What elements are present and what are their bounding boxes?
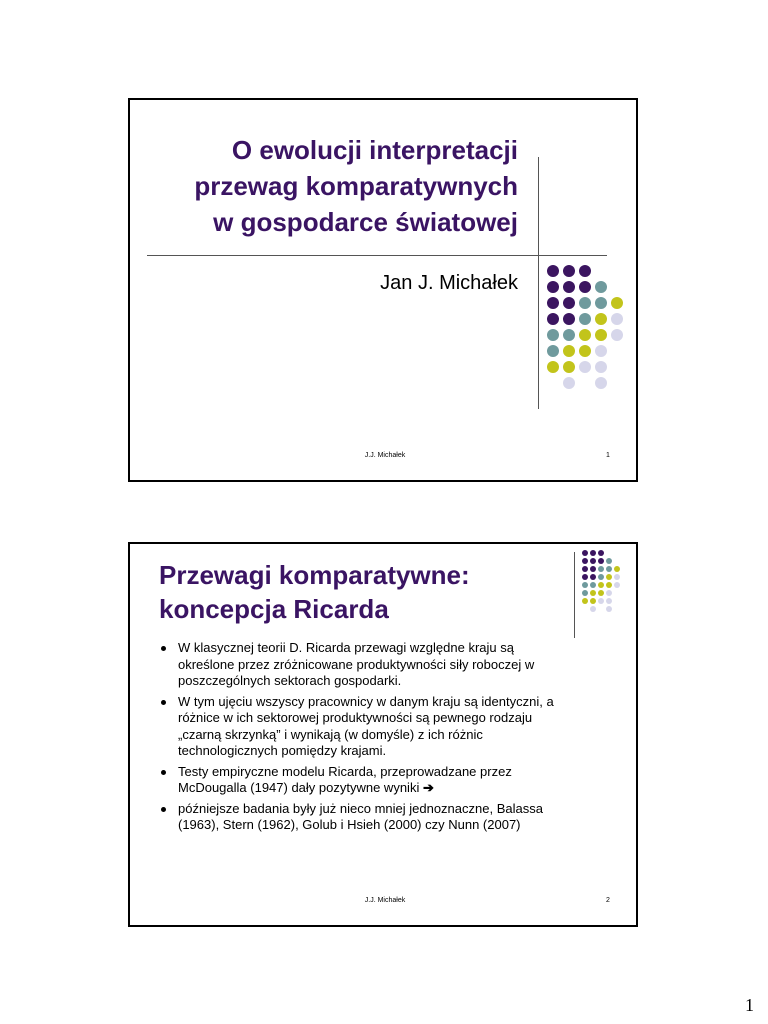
dot bbox=[547, 265, 559, 277]
dot bbox=[563, 329, 575, 341]
dot bbox=[579, 361, 591, 373]
dot bbox=[563, 297, 575, 309]
arrow-right-icon: ➔ bbox=[422, 780, 434, 795]
vertical-divider bbox=[574, 552, 575, 638]
dot bbox=[598, 574, 604, 580]
dot bbox=[590, 558, 596, 564]
dot bbox=[579, 345, 591, 357]
dot bbox=[579, 313, 591, 325]
dot bbox=[595, 345, 607, 357]
dot bbox=[590, 582, 596, 588]
bullet-icon bbox=[161, 807, 166, 812]
dot bbox=[606, 566, 612, 572]
dot bbox=[563, 281, 575, 293]
dot bbox=[579, 297, 591, 309]
dot bbox=[614, 582, 620, 588]
dot bbox=[579, 265, 591, 277]
dot bbox=[611, 297, 623, 309]
dot bbox=[590, 566, 596, 572]
dot bbox=[595, 377, 607, 389]
title-line: przewag komparatywnych bbox=[194, 171, 518, 201]
dot bbox=[606, 582, 612, 588]
dot bbox=[606, 606, 612, 612]
dot bbox=[563, 345, 575, 357]
dot bbox=[582, 590, 588, 596]
title-line: w gospodarce światowej bbox=[213, 207, 518, 237]
dot bbox=[582, 574, 588, 580]
bullet-icon bbox=[161, 700, 166, 705]
slide-2 bbox=[128, 542, 638, 927]
dot bbox=[606, 598, 612, 604]
dot bbox=[547, 361, 559, 373]
dot bbox=[606, 558, 612, 564]
slide-1 bbox=[128, 98, 638, 482]
dot bbox=[547, 297, 559, 309]
dot bbox=[614, 566, 620, 572]
author-name: Jan J. Michałek bbox=[380, 272, 518, 294]
title-line: Przewagi komparatywne: bbox=[159, 560, 470, 590]
dot bbox=[579, 329, 591, 341]
dot bbox=[611, 329, 623, 341]
dot bbox=[595, 329, 607, 341]
dot bbox=[598, 590, 604, 596]
dot bbox=[598, 582, 604, 588]
dot bbox=[582, 558, 588, 564]
dot bbox=[590, 606, 596, 612]
dot bbox=[590, 598, 596, 604]
dot bbox=[595, 297, 607, 309]
dot bbox=[606, 574, 612, 580]
dot bbox=[595, 313, 607, 325]
dot bbox=[582, 582, 588, 588]
dot bbox=[590, 574, 596, 580]
dot bbox=[563, 377, 575, 389]
dot bbox=[595, 281, 607, 293]
footer-slide-number: 1 bbox=[606, 452, 610, 459]
footer-author: J.J. Michałek bbox=[364, 897, 406, 904]
vertical-divider bbox=[538, 157, 539, 409]
dot bbox=[614, 574, 620, 580]
title-line: O ewolucji interpretacji bbox=[231, 135, 518, 165]
bullet-icon bbox=[161, 646, 166, 651]
bullet-item: Testy empiryczne modelu Ricarda, przeprowadzane przez McDougalla (1947) dały pozytywne wyniki ➔ bbox=[159, 764, 599, 797]
footer-author: J.J. Michałek bbox=[364, 452, 406, 459]
dot bbox=[563, 265, 575, 277]
dot bbox=[595, 361, 607, 373]
dot bbox=[547, 313, 559, 325]
page-number: 1 bbox=[745, 995, 754, 1015]
footer-slide-number: 2 bbox=[606, 897, 610, 904]
slide-1-title bbox=[194, 132, 518, 240]
bullet-item: późniejsze badania były już nieco mniej jednoznaczne, Balassa (1963), Stern (1962), Golub i Hsieh (2000) czy Nunn (2007) bbox=[159, 801, 599, 834]
dot bbox=[582, 550, 588, 556]
dot bbox=[598, 566, 604, 572]
dot bbox=[547, 281, 559, 293]
bullet-item: W klasycznej teorii D. Ricarda przewagi względne kraju są określone przez zróżnicowane produktywności siły roboczej w poszczególnych sektorach gospodarki. bbox=[159, 640, 599, 690]
dot bbox=[579, 281, 591, 293]
bullet-icon bbox=[161, 770, 166, 775]
dot bbox=[598, 550, 604, 556]
slide-2-title bbox=[159, 558, 470, 626]
dot bbox=[563, 313, 575, 325]
dot bbox=[606, 590, 612, 596]
bullet-list bbox=[159, 640, 599, 838]
dot bbox=[611, 313, 623, 325]
title-line: koncepcja Ricarda bbox=[159, 594, 389, 624]
dot bbox=[547, 329, 559, 341]
dot bbox=[582, 598, 588, 604]
dot bbox=[563, 361, 575, 373]
bullet-item: W tym ujęciu wszyscy pracownicy w danym kraju są identyczni, a różnice w ich sektorowej produktywności są pewnego rodzaju „czarną skrzynką” i wynikają (w domyśle) z ich różnic technologicznych pomiędzy krajami. bbox=[159, 694, 599, 760]
dot bbox=[547, 345, 559, 357]
dot bbox=[598, 598, 604, 604]
dot bbox=[598, 558, 604, 564]
dot bbox=[582, 566, 588, 572]
dot bbox=[590, 590, 596, 596]
dot bbox=[590, 550, 596, 556]
